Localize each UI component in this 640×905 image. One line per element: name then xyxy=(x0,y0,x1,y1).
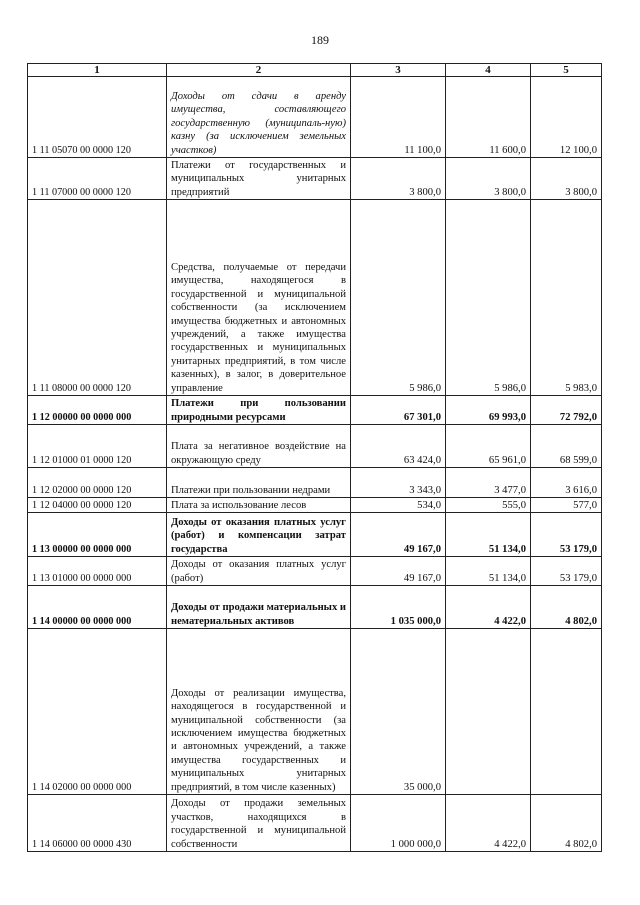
header-col-4: 4 xyxy=(446,64,531,77)
table-row xyxy=(28,396,602,425)
row-name: Платежи при пользовании природными ресурсами xyxy=(167,396,351,425)
row-name: Платежи от государственных и муниципальных унитарных предприятий xyxy=(167,158,351,200)
row-value-3: 1 035 000,0 xyxy=(351,586,446,629)
row-value-4: 51 134,0 xyxy=(446,513,531,557)
row-code: 1 13 01000 00 0000 000 xyxy=(28,557,167,586)
row-value-5: 53 179,0 xyxy=(531,513,602,557)
row-value-5: 3 800,0 xyxy=(531,158,602,200)
row-value-4: 555,0 xyxy=(446,498,531,513)
row-value-5: 577,0 xyxy=(531,498,602,513)
row-value-3: 534,0 xyxy=(351,498,446,513)
row-value-5 xyxy=(531,629,602,795)
row-value-5: 4 802,0 xyxy=(531,586,602,629)
row-value-4: 69 993,0 xyxy=(446,396,531,425)
row-code: 1 12 02000 00 0000 120 xyxy=(28,468,167,498)
row-value-4: 5 986,0 xyxy=(446,200,531,396)
row-value-3: 5 986,0 xyxy=(351,200,446,396)
row-name: Доходы от продажи земельных участков, находящихся в государственной и муниципальной собственности xyxy=(167,795,351,852)
row-value-4: 65 961,0 xyxy=(446,425,531,468)
row-value-3: 3 800,0 xyxy=(351,158,446,200)
header-col-3: 3 xyxy=(351,64,446,77)
row-value-4: 3 477,0 xyxy=(446,468,531,498)
table-row xyxy=(28,586,602,629)
row-name: Средства, получаемые от передачи имущества, находящегося в государственной и муниципальной собственности (за исключением имущества бюджетных и автономных учреждений, а также имущества государственных и муниципальных унитарных предприятий, в том числе казенных), в залог, в доверительное управление xyxy=(167,200,351,396)
row-value-3: 3 343,0 xyxy=(351,468,446,498)
table-row xyxy=(28,200,602,396)
row-name: Доходы от оказания платных услуг (работ) и компенсации затрат государства xyxy=(167,513,351,557)
row-value-3: 35 000,0 xyxy=(351,629,446,795)
row-value-3: 1 000 000,0 xyxy=(351,795,446,852)
table-row xyxy=(28,629,602,795)
budget-table xyxy=(27,63,602,852)
row-name: Плата за использование лесов xyxy=(167,498,351,513)
row-name: Плата за негативное воздействие на окружающую среду xyxy=(167,425,351,468)
row-code: 1 12 04000 00 0000 120 xyxy=(28,498,167,513)
row-code: 1 14 00000 00 0000 000 xyxy=(28,586,167,629)
row-code: 1 12 01000 01 0000 120 xyxy=(28,425,167,468)
row-value-5: 72 792,0 xyxy=(531,396,602,425)
row-value-3: 49 167,0 xyxy=(351,557,446,586)
row-value-4: 51 134,0 xyxy=(446,557,531,586)
row-code: 1 11 07000 00 0000 120 xyxy=(28,158,167,200)
row-value-3: 63 424,0 xyxy=(351,425,446,468)
table-row xyxy=(28,557,602,586)
table-row xyxy=(28,468,602,498)
header-col-5: 5 xyxy=(531,64,602,77)
header-col-2: 2 xyxy=(167,64,351,77)
row-value-5: 3 616,0 xyxy=(531,468,602,498)
table-row xyxy=(28,513,602,557)
row-value-4: 3 800,0 xyxy=(446,158,531,200)
row-code: 1 13 00000 00 0000 000 xyxy=(28,513,167,557)
row-value-4 xyxy=(446,629,531,795)
table-header-row xyxy=(28,64,602,77)
header-col-1: 1 xyxy=(28,64,167,77)
page-number: 189 xyxy=(311,33,329,47)
table-row xyxy=(28,795,602,852)
row-value-5: 12 100,0 xyxy=(531,77,602,158)
row-code: 1 12 00000 00 0000 000 xyxy=(28,396,167,425)
row-name: Доходы от сдачи в аренду имущества, составляющего государственную (муниципаль-ную) казну (за исключением земельных участков) xyxy=(167,77,351,158)
row-value-4: 4 422,0 xyxy=(446,795,531,852)
row-name: Доходы от реализации имущества, находящегося в государственной и муниципальной собственности (за исключением имущества бюджетных и автономных учреждений, а также имущества государственных и муниципальных унитарных предприятий, в том числе казенных) xyxy=(167,629,351,795)
row-value-5: 4 802,0 xyxy=(531,795,602,852)
table-row xyxy=(28,498,602,513)
table-row xyxy=(28,77,602,158)
table-row xyxy=(28,158,602,200)
row-value-5: 53 179,0 xyxy=(531,557,602,586)
row-value-4: 11 600,0 xyxy=(446,77,531,158)
row-code: 1 11 08000 00 0000 120 xyxy=(28,200,167,396)
row-value-3: 49 167,0 xyxy=(351,513,446,557)
row-code: 1 14 06000 00 0000 430 xyxy=(28,795,167,852)
row-name: Доходы от продажи материальных и нематериальных активов xyxy=(167,586,351,629)
row-value-5: 68 599,0 xyxy=(531,425,602,468)
row-value-3: 11 100,0 xyxy=(351,77,446,158)
table-row xyxy=(28,425,602,468)
row-name: Платежи при пользовании недрами xyxy=(167,468,351,498)
row-value-5: 5 983,0 xyxy=(531,200,602,396)
row-name: Доходы от оказания платных услуг (работ) xyxy=(167,557,351,586)
row-value-4: 4 422,0 xyxy=(446,586,531,629)
row-code: 1 11 05070 00 0000 120 xyxy=(28,77,167,158)
row-code: 1 14 02000 00 0000 000 xyxy=(28,629,167,795)
row-value-3: 67 301,0 xyxy=(351,396,446,425)
